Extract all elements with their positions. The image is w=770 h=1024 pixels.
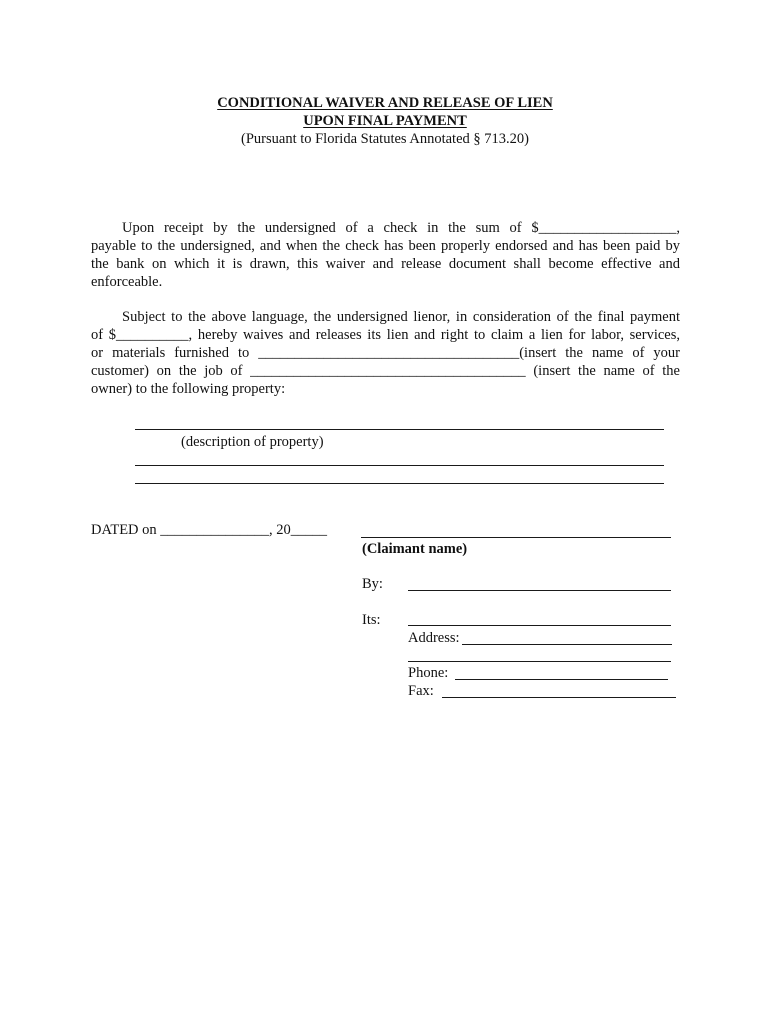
its-title-line[interactable] xyxy=(408,625,671,626)
claimant-name-label: (Claimant name) xyxy=(362,541,468,557)
waiver-paragraph-line: customer) on the job of ______________________________________ (insert the name of the xyxy=(91,363,680,379)
its-label: Its: xyxy=(362,612,381,628)
by-label: By: xyxy=(362,576,383,592)
property-line-3[interactable] xyxy=(135,483,664,484)
dated-line: DATED on _______________, 20_____ xyxy=(91,522,328,538)
receipt-paragraph-line: enforceable. xyxy=(91,274,163,290)
waiver-paragraph xyxy=(91,308,680,398)
property-line-1[interactable] xyxy=(135,429,664,430)
receipt-paragraph-line: the bank on which it is drawn, this waiver and release document shall become effective and xyxy=(91,256,680,272)
fax-line[interactable] xyxy=(442,697,676,698)
address-line-1[interactable] xyxy=(462,644,672,645)
by-signature-line[interactable] xyxy=(408,590,671,591)
property-description-label: (description of property) xyxy=(181,434,324,450)
document-subtitle: (Pursuant to Florida Statutes Annotated § 713.20) xyxy=(241,131,529,147)
waiver-paragraph-line: Subject to the above language, the undersigned lienor, in consideration of the final payment xyxy=(122,309,680,325)
waiver-paragraph-line: or materials furnished to ____________________________________(insert the name of your xyxy=(91,345,680,361)
claimant-name-line[interactable] xyxy=(361,537,671,538)
receipt-paragraph-line: Upon receipt by the undersigned of a check in the sum of $___________________, xyxy=(122,220,680,236)
waiver-paragraph-line: owner) to the following property: xyxy=(91,381,286,397)
waiver-paragraph-line: of $__________, hereby waives and releases its lien and right to claim a lien for labor, services, xyxy=(91,327,680,343)
document-title-line-1: CONDITIONAL WAIVER AND RELEASE OF LIEN xyxy=(217,95,553,111)
document-title-line-2: UPON FINAL PAYMENT xyxy=(303,113,467,129)
fax-label: Fax: xyxy=(408,683,434,699)
phone-label: Phone: xyxy=(408,665,449,681)
property-line-2[interactable] xyxy=(135,465,664,466)
receipt-paragraph xyxy=(91,219,680,291)
phone-line[interactable] xyxy=(455,679,668,680)
receipt-paragraph-line: payable to the undersigned, and when the check has been properly endorsed and has been paid by xyxy=(91,238,680,254)
address-label: Address: xyxy=(408,630,460,646)
address-line-2[interactable] xyxy=(408,661,671,662)
